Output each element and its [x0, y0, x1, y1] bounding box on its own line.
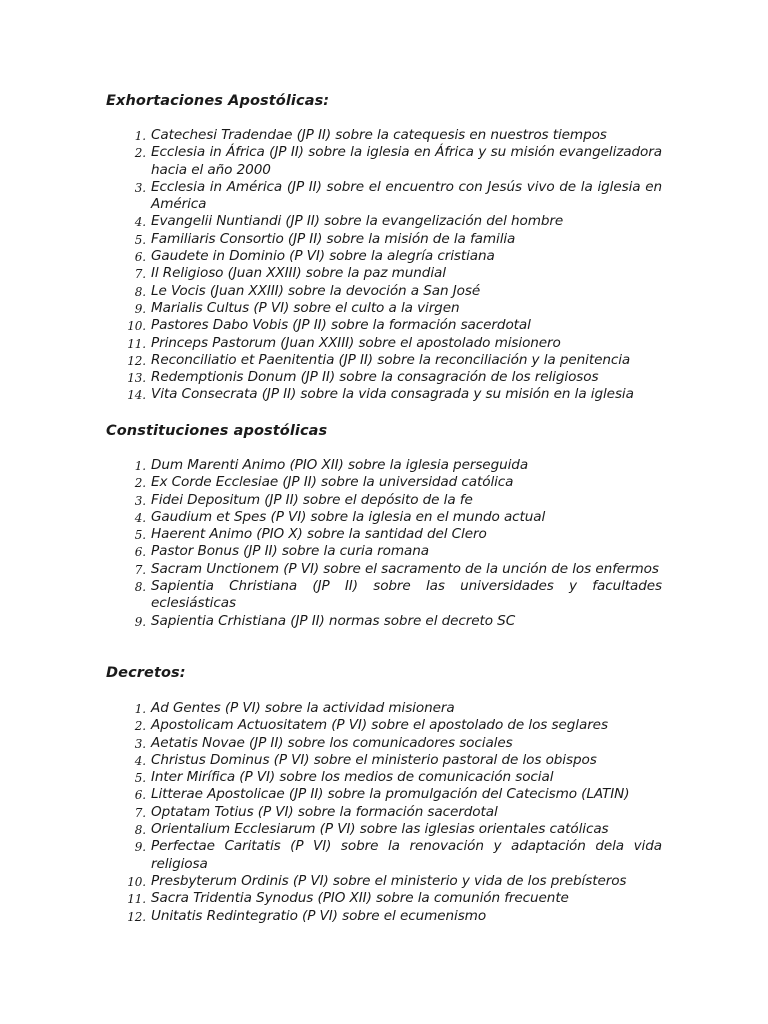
- item-number: 2.: [134, 476, 146, 491]
- item-text: Familiaris Consortio (JP II) sobre la misión de la familia: [151, 230, 516, 247]
- list-item: [106, 561, 662, 578]
- item-text: Gaudium et Spes (P VI) sobre la iglesia en el mundo actual: [151, 508, 546, 525]
- item-text: Ecclesia in América (JP II) sobre el encuentro con Jesús vivo de la iglesia en América: [151, 178, 662, 213]
- item-number: 6.: [134, 250, 146, 265]
- item-number: 2.: [134, 146, 146, 161]
- item-number: 7.: [134, 267, 146, 282]
- section-exhortaciones: [106, 92, 662, 404]
- list-item: [106, 265, 662, 282]
- list-item: [106, 908, 662, 925]
- document-list: [106, 457, 662, 630]
- item-text: Litterae Apostolicae (JP II) sobre la promulgación del Catecismo (LATIN): [151, 786, 630, 803]
- item-number: 9.: [134, 840, 146, 855]
- item-number: 10.: [127, 874, 146, 889]
- list-item: [106, 804, 662, 821]
- item-number: 11.: [127, 892, 146, 907]
- item-number: 9.: [134, 301, 146, 316]
- item-number: 5.: [134, 232, 146, 247]
- item-number: 3.: [134, 493, 146, 508]
- item-text: Ex Corde Ecclesiae (JP II) sobre la universidad católica: [151, 474, 514, 491]
- item-number: 7.: [134, 562, 146, 577]
- list-item: [106, 890, 662, 907]
- section-heading: Constituciones apostólicas: [106, 423, 328, 439]
- section-decretos: [106, 664, 662, 925]
- list-item: [106, 717, 662, 734]
- item-number: 14.: [127, 388, 146, 403]
- item-number: 3.: [134, 736, 146, 751]
- item-text: Vita Consecrata (JP II) sobre la vida consagrada y su misión en la iglesia: [151, 386, 634, 403]
- list-item: [106, 509, 662, 526]
- section-constituciones: [106, 422, 662, 630]
- item-number: 9.: [134, 614, 146, 629]
- item-text: Orientalium Ecclesiarum (P VI) sobre las iglesias orientales católicas: [151, 821, 609, 838]
- list-item: [106, 613, 662, 630]
- item-text: Catechesi Tradendae (JP II) sobre la catequesis en nuestros tiempos: [151, 127, 607, 143]
- item-text: Christus Dominus (P VI) sobre el ministerio pastoral de los obispos: [151, 751, 597, 768]
- list-item: [106, 317, 662, 334]
- list-item: [106, 352, 662, 369]
- item-number: 4.: [134, 215, 146, 230]
- list-item: [106, 369, 662, 386]
- item-number: 7.: [134, 805, 146, 820]
- item-number: 13.: [127, 371, 146, 386]
- list-item: [106, 457, 662, 474]
- item-text: Ad Gentes (P VI) sobre la actividad misionera: [151, 700, 455, 716]
- list-item: [106, 248, 662, 265]
- list-item: [106, 335, 662, 352]
- section-heading: Exhortaciones Apostólicas:: [106, 93, 330, 109]
- item-text: Pastor Bonus (JP II) sobre la curia romana: [151, 543, 429, 560]
- item-text: Gaudete in Dominio (P VI) sobre la alegría cristiana: [151, 248, 495, 265]
- item-text: Presbyterum Ordinis (P VI) sobre el ministerio y vida de los prebísteros: [151, 872, 627, 889]
- item-text: Inter Mirífica (P VI) sobre los medios de comunicación social: [151, 769, 554, 786]
- item-text: Reconciliatio et Paenitentia (JP II) sobre la reconciliación y la penitencia: [151, 351, 631, 368]
- list-item: [106, 735, 662, 752]
- item-number: 1.: [134, 459, 146, 473]
- item-text: Unitatis Redintegratio (P VI) sobre el ecumenismo: [151, 907, 487, 924]
- list-item: [106, 127, 662, 144]
- list-item: [106, 213, 662, 230]
- item-number: 1.: [134, 129, 146, 143]
- document-list: [106, 700, 662, 925]
- item-text: Sapientia Christiana (JP II) sobre las universidades y facultades eclesiásticas: [151, 578, 662, 612]
- item-number: 8.: [134, 580, 146, 595]
- item-text: Ecclesia in África (JP II) sobre la iglesia en África y su misión evangelizadora hacia el año 2000: [151, 144, 662, 178]
- item-text: Evangelii Nuntiandi (JP II) sobre la evangelización del hombre: [151, 213, 564, 230]
- list-item: [106, 578, 662, 613]
- item-number: 1.: [134, 702, 146, 716]
- list-item: [106, 386, 662, 403]
- list-item: [106, 821, 662, 838]
- document-list: [106, 127, 662, 404]
- item-text: Le Vocis (Juan XXIII) sobre la devoción a San José: [151, 282, 481, 299]
- item-text: Aetatis Novae (JP II) sobre los comunicadores sociales: [151, 734, 513, 751]
- list-item: [106, 700, 662, 717]
- item-number: 6.: [134, 545, 146, 560]
- list-item: [106, 786, 662, 803]
- list-item: [106, 179, 662, 214]
- item-text: Il Religioso (Juan XXIII) sobre la paz mundial: [151, 265, 446, 282]
- item-number: 2.: [134, 719, 146, 734]
- list-item: [106, 144, 662, 179]
- list-item: [106, 492, 662, 509]
- item-number: 10.: [127, 319, 146, 334]
- item-text: Perfectae Caritatis (P VI) sobre la renovación y adaptación dela vida religiosa: [151, 838, 662, 872]
- item-text: Optatam Totius (P VI) sobre la formación sacerdotal: [151, 803, 498, 820]
- item-text: Redemptionis Donum (JP II) sobre la consagración de los religiosos: [151, 369, 599, 386]
- item-text: Fidei Depositum (JP II) sobre el depósito de la fe: [151, 491, 473, 508]
- item-number: 6.: [134, 788, 146, 803]
- section-heading: Decretos:: [106, 665, 186, 681]
- item-text: Haerent Animo (PIO X) sobre la santidad del Clero: [151, 526, 487, 543]
- item-number: 5.: [134, 771, 146, 786]
- list-item: [106, 543, 662, 560]
- list-item: [106, 231, 662, 248]
- list-item: [106, 283, 662, 300]
- item-number: 5.: [134, 528, 146, 543]
- item-text: Marialis Cultus (P VI) sobre el culto a la virgen: [151, 299, 460, 316]
- list-item: [106, 752, 662, 769]
- list-item: [106, 838, 662, 873]
- list-item: [106, 873, 662, 890]
- item-number: 8.: [134, 823, 146, 838]
- item-number: 3.: [134, 180, 146, 195]
- item-text: Sacram Unctionem (P VI) sobre el sacramento de la unción de los enfermos: [151, 560, 659, 577]
- item-text: Sapientia Crhistiana (JP II) normas sobre el decreto SC: [151, 612, 516, 629]
- item-text: Dum Marenti Animo (PIO XII) sobre la iglesia perseguida: [151, 457, 529, 473]
- item-text: Apostolicam Actuositatem (P VI) sobre el apostolado de los seglares: [151, 717, 608, 734]
- item-number: 12.: [127, 353, 146, 368]
- item-number: 4.: [134, 753, 146, 768]
- item-number: 8.: [134, 284, 146, 299]
- item-number: 12.: [127, 909, 146, 924]
- list-item: [106, 769, 662, 786]
- list-item: [106, 526, 662, 543]
- item-number: 4.: [134, 510, 146, 525]
- item-number: 11.: [127, 336, 146, 351]
- item-text: Princeps Pastorum (Juan XXIII) sobre el apostolado misionero: [151, 334, 561, 351]
- list-item: [106, 474, 662, 491]
- item-text: Sacra Tridentia Synodus (PIO XII) sobre la comunión frecuente: [151, 890, 569, 907]
- list-item: [106, 300, 662, 317]
- item-text: Pastores Dabo Vobis (JP II) sobre la formación sacerdotal: [151, 317, 531, 334]
